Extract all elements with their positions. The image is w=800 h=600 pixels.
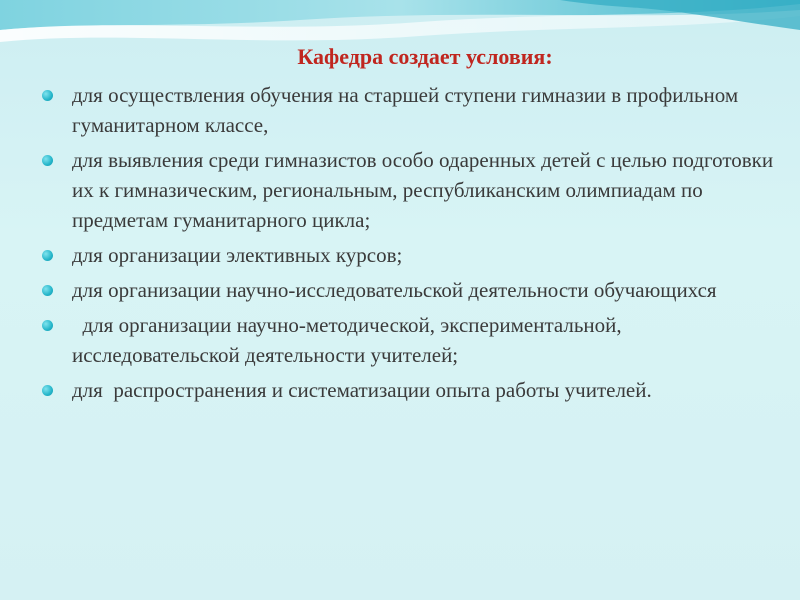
bullet-icon — [42, 385, 53, 396]
list-item-text: для осуществления обучения на старшей ступени гимназии в профильном гуманитарном классе, — [72, 83, 744, 137]
list-item-text: для организации научно-методической, экспериментальной, исследовательской деятельности учителей; — [72, 313, 627, 367]
bullet-icon — [42, 155, 53, 166]
slide-title: Кафедра создает условия: — [297, 44, 553, 69]
list-item-text: для распространения и систематизации опыта работы учителей. — [72, 378, 652, 402]
list-item — [40, 310, 780, 370]
list-item-text: для выявления среди гимназистов особо одаренных детей с целью подготовки их к гимназическим, региональным, республиканским олимпиадам по предметам гуманитарного цикла; — [72, 148, 779, 232]
bullet-icon — [42, 285, 53, 296]
bullet-icon — [42, 250, 53, 261]
list-item — [40, 275, 780, 305]
slide-content — [40, 42, 780, 410]
list-item — [40, 375, 780, 405]
conditions-list — [40, 80, 780, 405]
list-item-text: для организации элективных курсов; — [72, 243, 403, 267]
list-item — [40, 80, 780, 140]
list-item-text: для организации научно-исследовательской деятельности обучающихся — [72, 278, 717, 302]
list-item — [40, 145, 780, 235]
list-item — [40, 240, 780, 270]
bullet-icon — [42, 320, 53, 331]
bullet-icon — [42, 90, 53, 101]
